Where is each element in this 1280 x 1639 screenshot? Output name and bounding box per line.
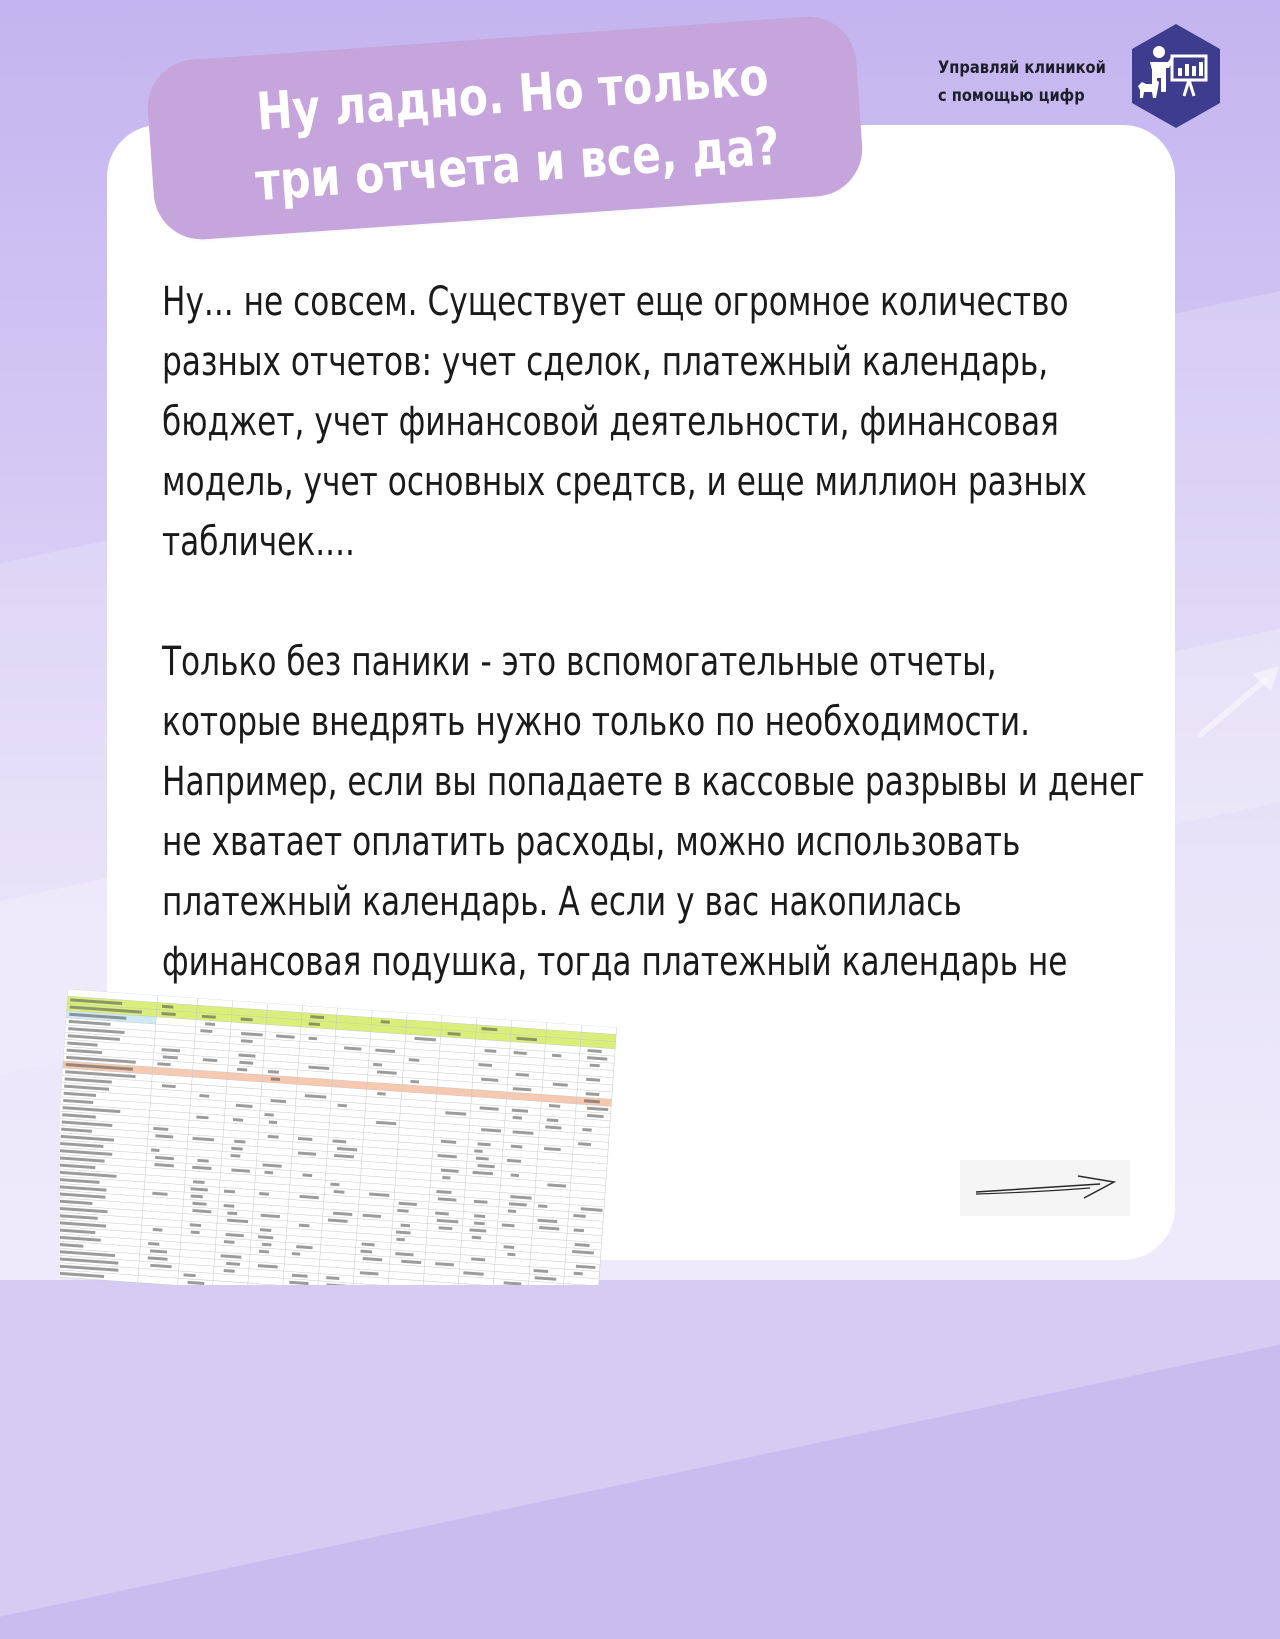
title-line-1: Ну ладно. Но только bbox=[254, 47, 771, 143]
brand-line-1: Управляй клиникой bbox=[938, 58, 1106, 78]
body-text bbox=[162, 272, 1145, 1052]
arrow-right-icon bbox=[960, 1160, 1130, 1216]
spreadsheet-image bbox=[60, 989, 627, 1285]
clinic-analytics-logo-icon bbox=[1128, 22, 1224, 130]
brand-name bbox=[938, 54, 1127, 110]
background-arrow-icon bbox=[1195, 660, 1280, 740]
spreadsheet-illustration bbox=[60, 985, 640, 1285]
next-button[interactable] bbox=[960, 1160, 1130, 1216]
title-line-2: три отчета и все, да? bbox=[253, 116, 782, 214]
brand-line-2: с помощью цифр bbox=[938, 86, 1085, 106]
brand bbox=[920, 48, 1220, 128]
paragraph-2: Только без паники - это вспомогательные отчеты, которые внедрять нужно только по необходимости. Например, если вы попадаете в кассовые разрывы и денег не хватает оплатить расходы, можно использовать платежный календарь. А если у вас накопилась финансовая подушка, тогда платежный календарь не bbox=[162, 639, 1145, 985]
paragraph-1: Ну... не совсем. Существует еще огромное количество разных отчетов: учет сделок, платежный календарь, бюджет, учет финансовой деятельности, финансовая модель, учет основных средтсв, и еще миллион разных табличек.... bbox=[162, 279, 1087, 565]
